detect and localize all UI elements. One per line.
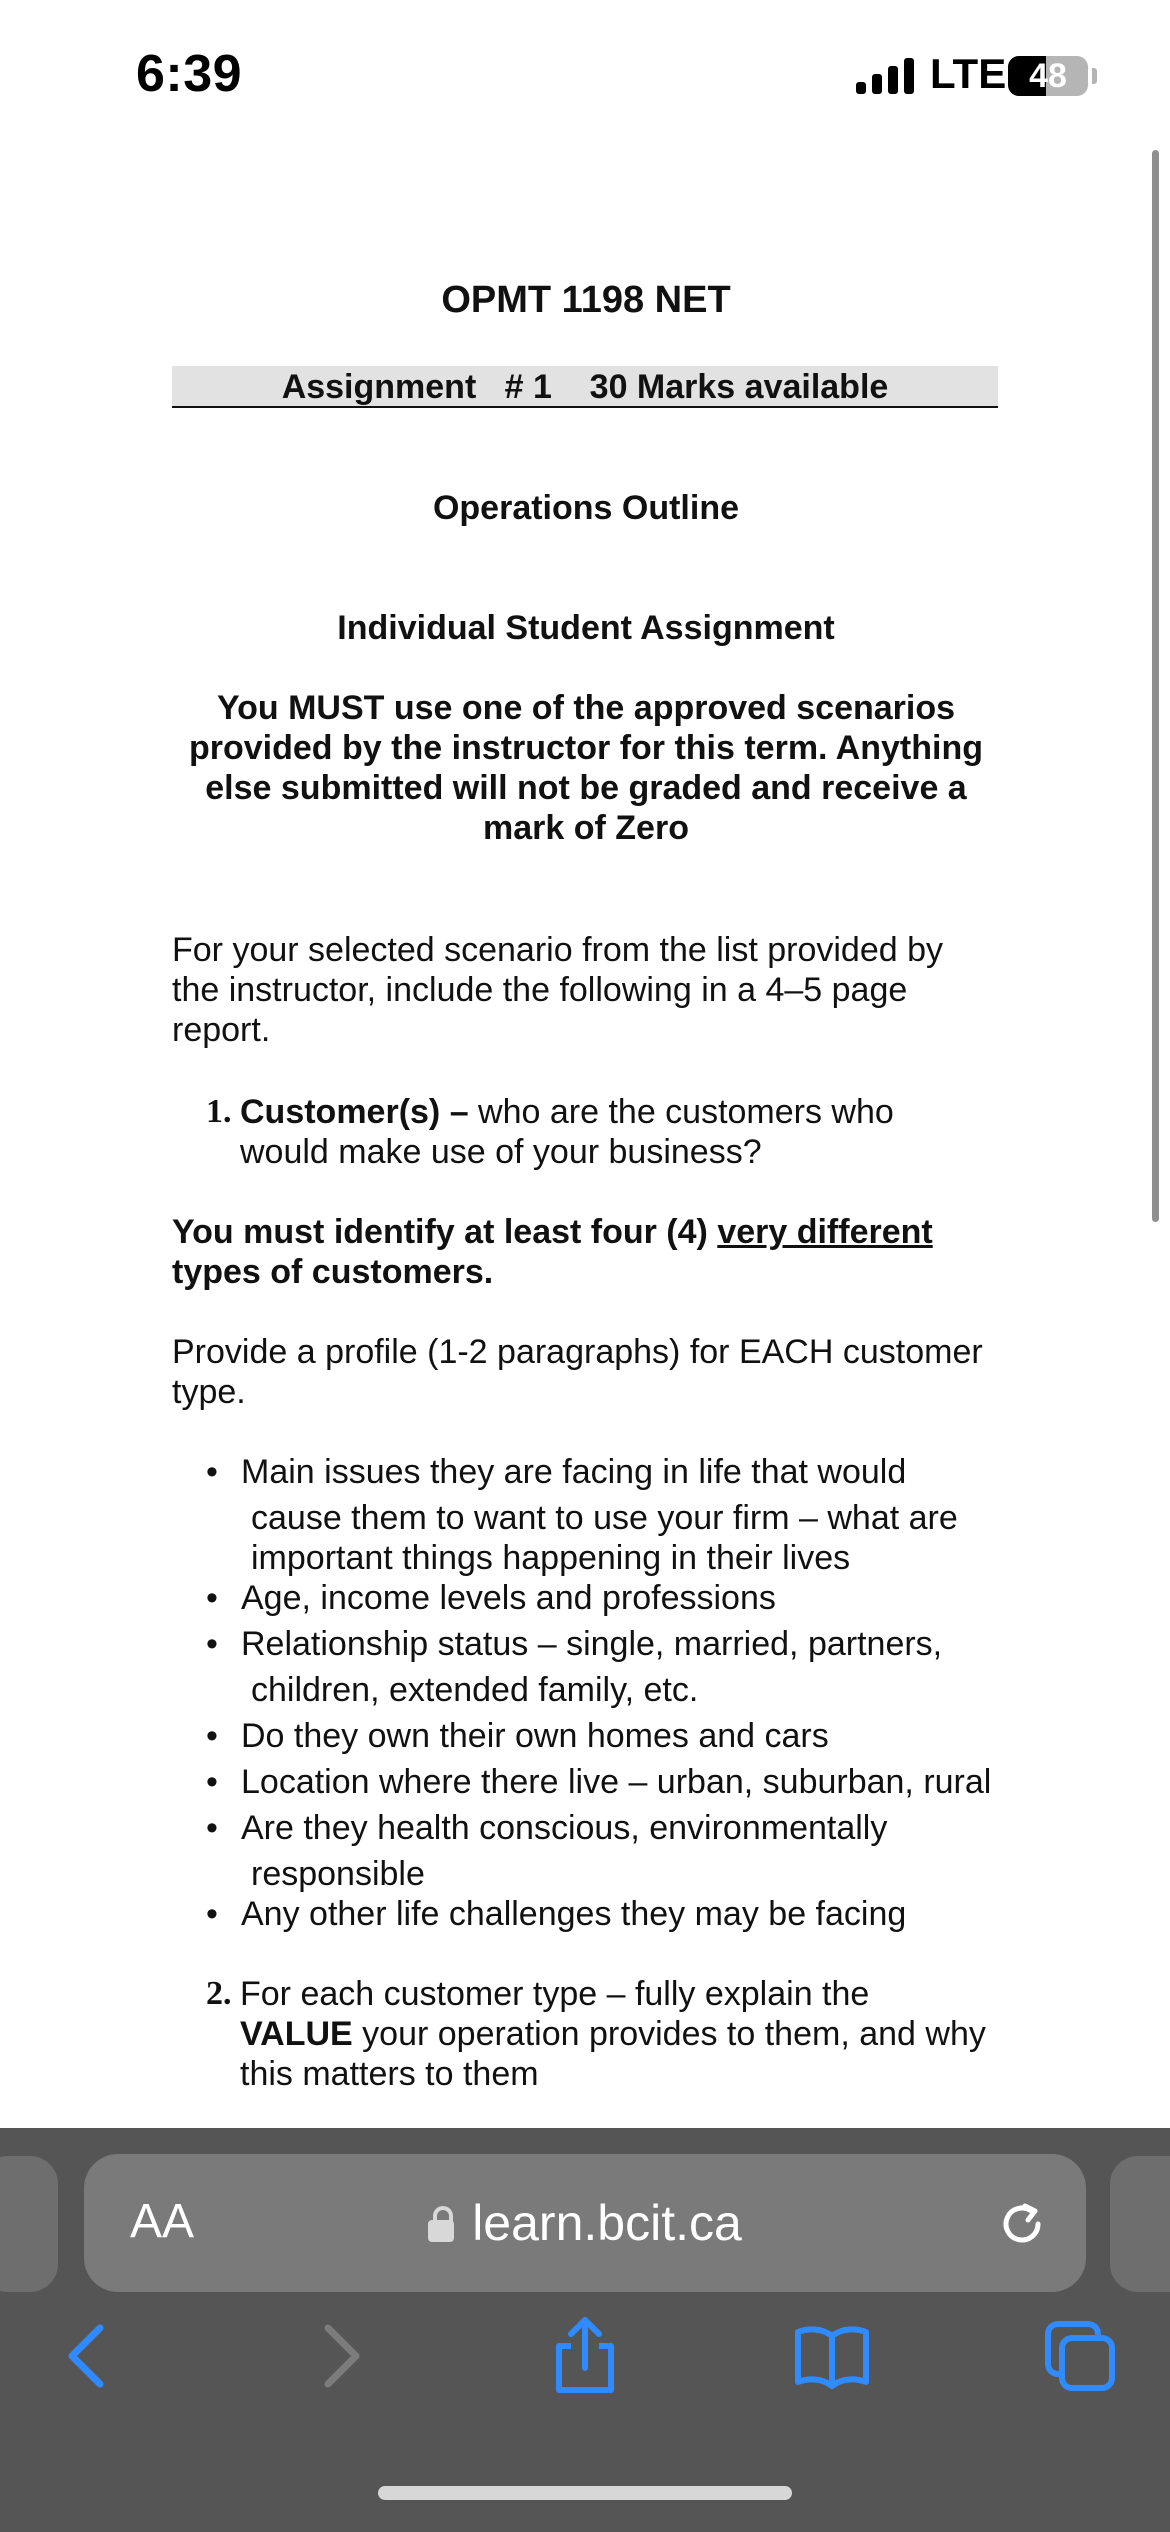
intro-line: report.	[172, 1011, 271, 1049]
item-text: who are the customers who	[468, 1093, 894, 1131]
sub-heading: Individual Student Assignment	[337, 609, 835, 647]
status-bar	[0, 0, 1170, 150]
item-bold-label: VALUE	[240, 2015, 353, 2053]
share-icon[interactable]	[545, 2316, 625, 2396]
bookmarks-icon[interactable]	[792, 2316, 872, 2396]
reload-icon[interactable]	[994, 2196, 1050, 2252]
url-text: learn.bcit.ca	[472, 2195, 742, 2251]
section-heading: Operations Outline	[432, 489, 740, 527]
lock-icon	[428, 2220, 454, 2242]
item-bold-label: Customer(s) –	[240, 1093, 469, 1131]
signal-strength-icon	[856, 60, 916, 94]
identify-line2: types of customers.	[172, 1253, 494, 1291]
bullet-item	[206, 1894, 1000, 1934]
bullet-line: children, extended family, etc.	[251, 1671, 699, 1709]
bullet-item	[206, 1716, 1000, 1756]
bullet-item	[206, 1762, 1000, 1802]
identify-customers-note	[172, 1212, 1000, 1292]
tabs-icon[interactable]	[1040, 2316, 1120, 2396]
network-type: LTE	[930, 50, 1007, 97]
warning-line: You MUST use one of the approved scenarios	[216, 689, 956, 727]
intro-line: For your selected scenario from the list provided by	[172, 931, 944, 969]
warning-line: provided by the instructor for this term. Anything	[188, 729, 983, 767]
identify-prefix: You must identify at least four (4)	[172, 1213, 718, 1251]
status-time: 6:39	[136, 45, 243, 103]
bullet-line: Any other life challenges they may be facing	[241, 1895, 907, 1933]
address-bar[interactable]	[84, 2154, 1086, 2292]
bullet-line: Main issues they are facing in life that would	[241, 1453, 907, 1491]
customer-profile-bullets	[206, 1452, 1000, 1934]
bullet-marker: •	[206, 1717, 218, 1755]
page-scrollbar[interactable]	[1152, 150, 1159, 1222]
numbered-item-customers	[206, 1092, 1034, 1172]
bullet-marker: •	[206, 1579, 218, 1617]
previous-tab-peek[interactable]	[0, 2156, 58, 2292]
intro-line: the instructor, include the following in a 4–5 page	[172, 971, 908, 1009]
item-number: 1.	[206, 1093, 232, 1130]
bullet-item	[206, 1578, 1000, 1618]
forward-icon[interactable]	[300, 2316, 380, 2396]
bullet-line: responsible	[251, 1855, 425, 1893]
bullet-marker: •	[206, 1809, 218, 1847]
profile-paragraph	[172, 1332, 1000, 1412]
bullet-marker: •	[206, 1895, 218, 1933]
item-text-line1: For each customer type – fully explain the	[240, 1975, 870, 2013]
battery-icon	[1008, 56, 1088, 96]
battery-cap	[1092, 68, 1097, 84]
text-size-label: AA	[130, 2195, 195, 2248]
bullet-item	[206, 1808, 1000, 1894]
bullet-line: Are they health conscious, environmentally	[241, 1809, 888, 1847]
bullet-line: Age, income levels and professions	[241, 1579, 776, 1617]
battery-level: 48	[1029, 57, 1067, 95]
bullet-line: Do they own their own homes and cars	[241, 1717, 829, 1755]
course-title: OPMT 1198 NET	[441, 279, 731, 321]
item-text-line2: would make use of your business?	[240, 1133, 762, 1171]
identify-underlined: very different	[717, 1213, 933, 1251]
bullet-line: Relationship status – single, married, partners,	[241, 1625, 943, 1663]
profile-line: type.	[172, 1373, 246, 1411]
profile-line: Provide a profile (1-2 paragraphs) for EACH customer	[172, 1333, 983, 1371]
approved-scenario-warning	[172, 688, 1000, 848]
numbered-item-value	[206, 1974, 1034, 2094]
assignment-bar-text: Assignment # 1 30 Marks available	[281, 368, 889, 406]
bullet-marker: •	[206, 1763, 218, 1801]
item-text: your operation provides to them, and why	[352, 2015, 986, 2053]
warning-line: else submitted will not be graded and receive a	[205, 769, 967, 807]
url-field[interactable]	[84, 2194, 1086, 2252]
intro-paragraph	[172, 930, 1000, 1050]
bullet-line: important things happening in their lives	[251, 1539, 851, 1577]
home-indicator	[378, 2486, 792, 2500]
bullet-line: cause them to want to use your firm – what are	[251, 1499, 958, 1537]
bullet-item	[206, 1452, 1000, 1578]
bullet-marker: •	[206, 1453, 218, 1491]
bullet-marker: •	[206, 1625, 218, 1663]
warning-line: mark of Zero	[483, 809, 689, 847]
item-number: 2.	[206, 1975, 232, 2012]
back-icon[interactable]	[48, 2316, 128, 2396]
assignment-bar	[172, 366, 998, 408]
next-tab-peek[interactable]	[1110, 2156, 1170, 2292]
item-text-line3: this matters to them	[240, 2055, 539, 2093]
bullet-item	[206, 1624, 1000, 1710]
bullet-line: Location where there live – urban, suburban, rural	[241, 1763, 992, 1801]
